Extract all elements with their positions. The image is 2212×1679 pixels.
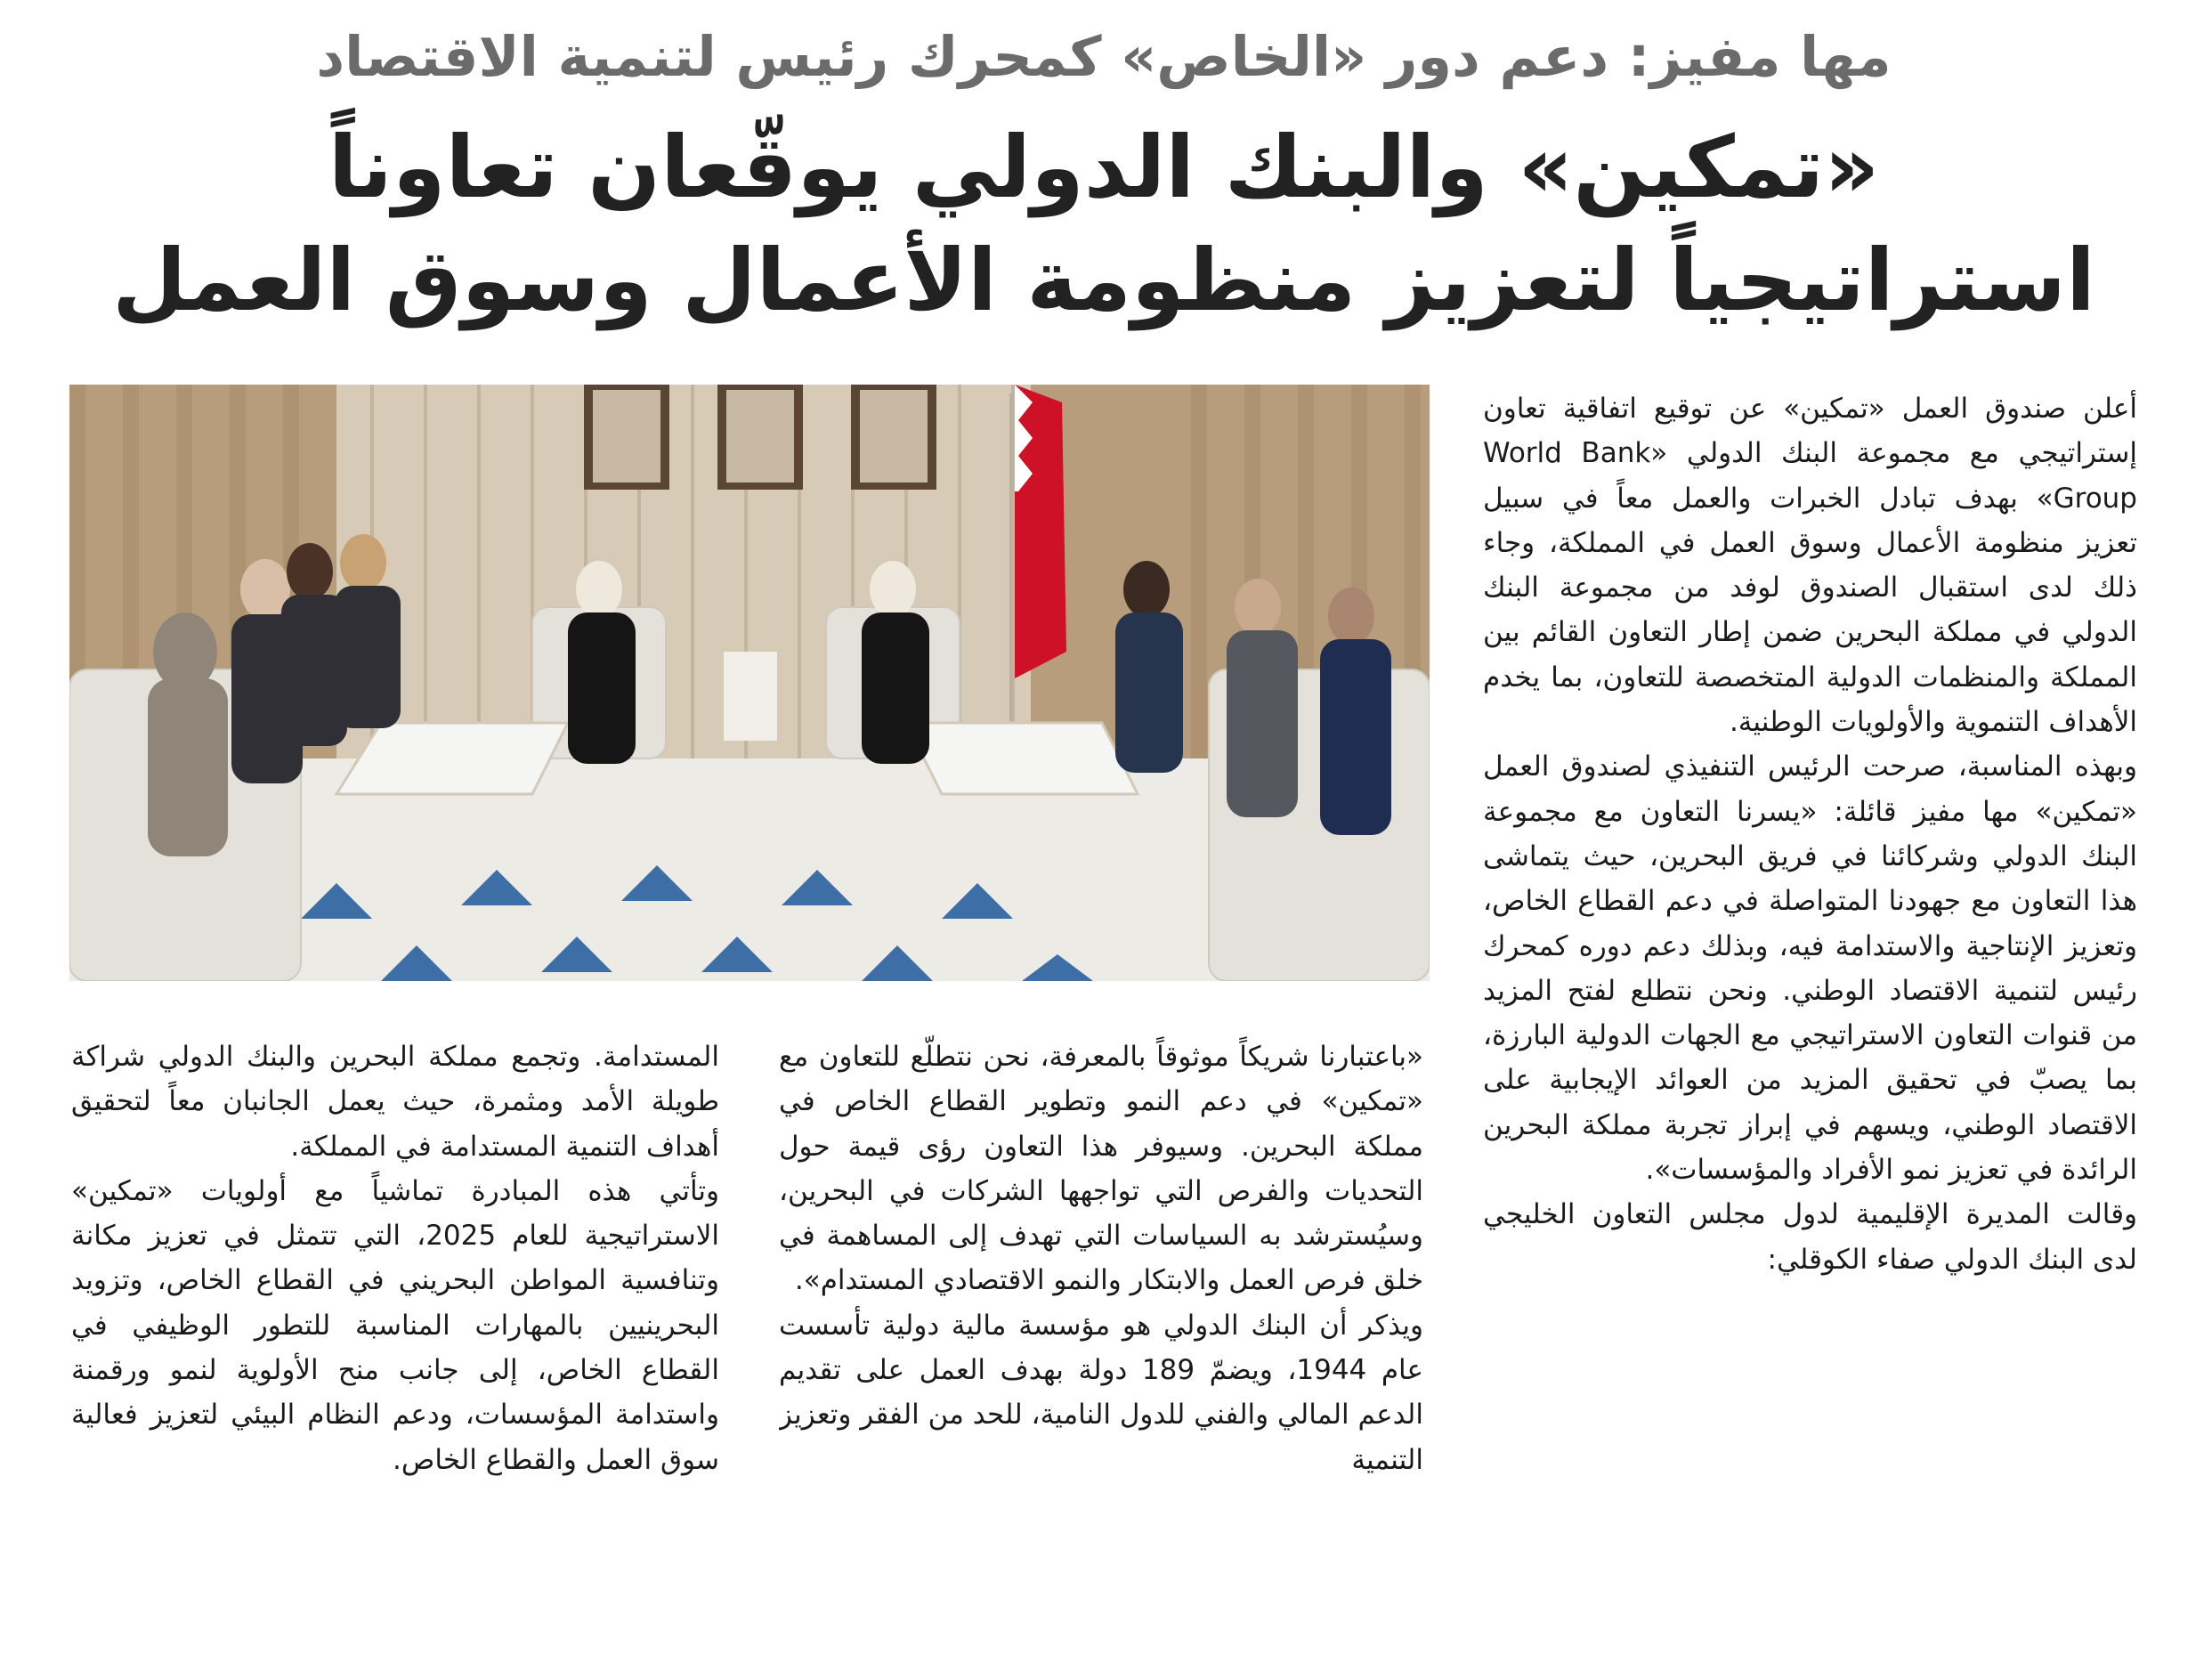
- article-paragraph: «باعتبارنا شريكاً موثوقاً بالمعرفة، نحن نتطلّع للتعاون مع «تمكين» في دعم النمو وتطوير القطاع الخاص في مملكة البحرين. وسيوفر هذا التعاون رؤى قيمة حول التحديات والفرص التي تواجهها الشركات في البحرين، وسيُسترشد به السياسات التي تهدف إلى المساهمة في خلق فرص العمل والابتكار والنمو الاقتصادي المستدام».: [779, 1041, 1423, 1297]
- article-paragraph: أعلن صندوق العمل «تمكين» عن توقيع اتفاقية تعاون إستراتيجي مع مجموعة البنك الدولي «World Bank Group» بهدف تبادل الخبرات والعمل معاً في سبيل تعزيز منظومة الأعمال وسوق العمل في المملكة، وجاء ذلك لدى استقبال الصندوق لوفد من مجموعة البنك الدولي في مملكة البحرين ضمن إطار التعاون القائم بين المملكة والمنظمات الدولية المتخصصة للتعاون، بما يخدم الأهداف التنموية والأولويات الوطنية.: [1483, 393, 2137, 739]
- article-paragraph: ويذكر أن البنك الدولي هو مؤسسة مالية دولية تأسست عام 1944، ويضمّ 189 دولة بهدف العمل على تقديم الدعم المالي والفني للدول النامية، للحد من الفقر وتعزيز التنمية: [779, 1309, 1423, 1476]
- article-paragraph: المستدامة. وتجمع مملكة البحرين والبنك الدولي شراكة طويلة الأمد ومثمرة، حيث يعمل الجانبان معاً لتحقيق أهداف التنمية المستدامة في المملكة.: [71, 1041, 719, 1163]
- article-paragraph: وتأتي هذه المبادرة تماشياً مع أولويات «تمكين» الاستراتيجية للعام 2025، التي تتمثل في تعزيز مكانة وتنافسية المواطن البحريني في القطاع الخاص، وتزويد البحرينيين بالمهارات المناسبة للتطور الوظيفي في القطاع الخاص، إلى جانب منح الأولوية لنمو ورقمنة واستدامة المؤسسات، ودعم النظام البيئي لتعزيز فعالية سوق العمل والقطاع الخاص.: [71, 1174, 719, 1476]
- portraits: [584, 385, 936, 490]
- article-paragraph: وبهذه المناسبة، صرحت الرئيس التنفيذي لصندوق العمل «تمكين» مها مفيز قائلة: «يسرنا التعاون مع مجموعة البنك الدولي وشركائنا في فريق البحرين، حيث يتماشى هذا التعاون مع جهودنا المتواصلة في دعم القطاع الخاص، وتعزيز الإنتاجية والاستدامة فيه، وبذلك دعم دوره كمحرك رئيس لتنمية الاقتصاد الوطني. ونحن نتطلع لفتح المزيد من قنوات التعاون الاستراتيجي مع الجهات الدولية البارزة، بما يصبّ في تحقيق المزيد من العوائد الإيجابية على الاقتصاد الوطني، ويسهم في إبراز تجربة مملكة البحرين الرائدة في تعزيز نمو الأفراد والمؤسسات».: [1483, 750, 2137, 1187]
- article-paragraph: وقالت المديرة الإقليمية لدول مجلس التعاون الخليجي لدى البنك الدولي صفاء الكوقلي:: [1483, 1198, 2137, 1276]
- article-column-left: [71, 1034, 719, 1640]
- headline-line-2: استراتيجياً لتعزيز منظومة الأعمال وسوق العمل: [112, 231, 2095, 330]
- article-kicker: مها مفيز: دعم دور «الخاص» كمحرك رئيس لتنمية الاقتصاد: [316, 24, 1892, 89]
- article-column-right: [1483, 386, 2137, 1642]
- article-column-middle: [779, 1034, 1423, 1640]
- meeting-photo: [69, 385, 1430, 981]
- headline-line-1: «تمكين» والبنك الدولي يوقّعان تعاوناً: [328, 118, 1880, 217]
